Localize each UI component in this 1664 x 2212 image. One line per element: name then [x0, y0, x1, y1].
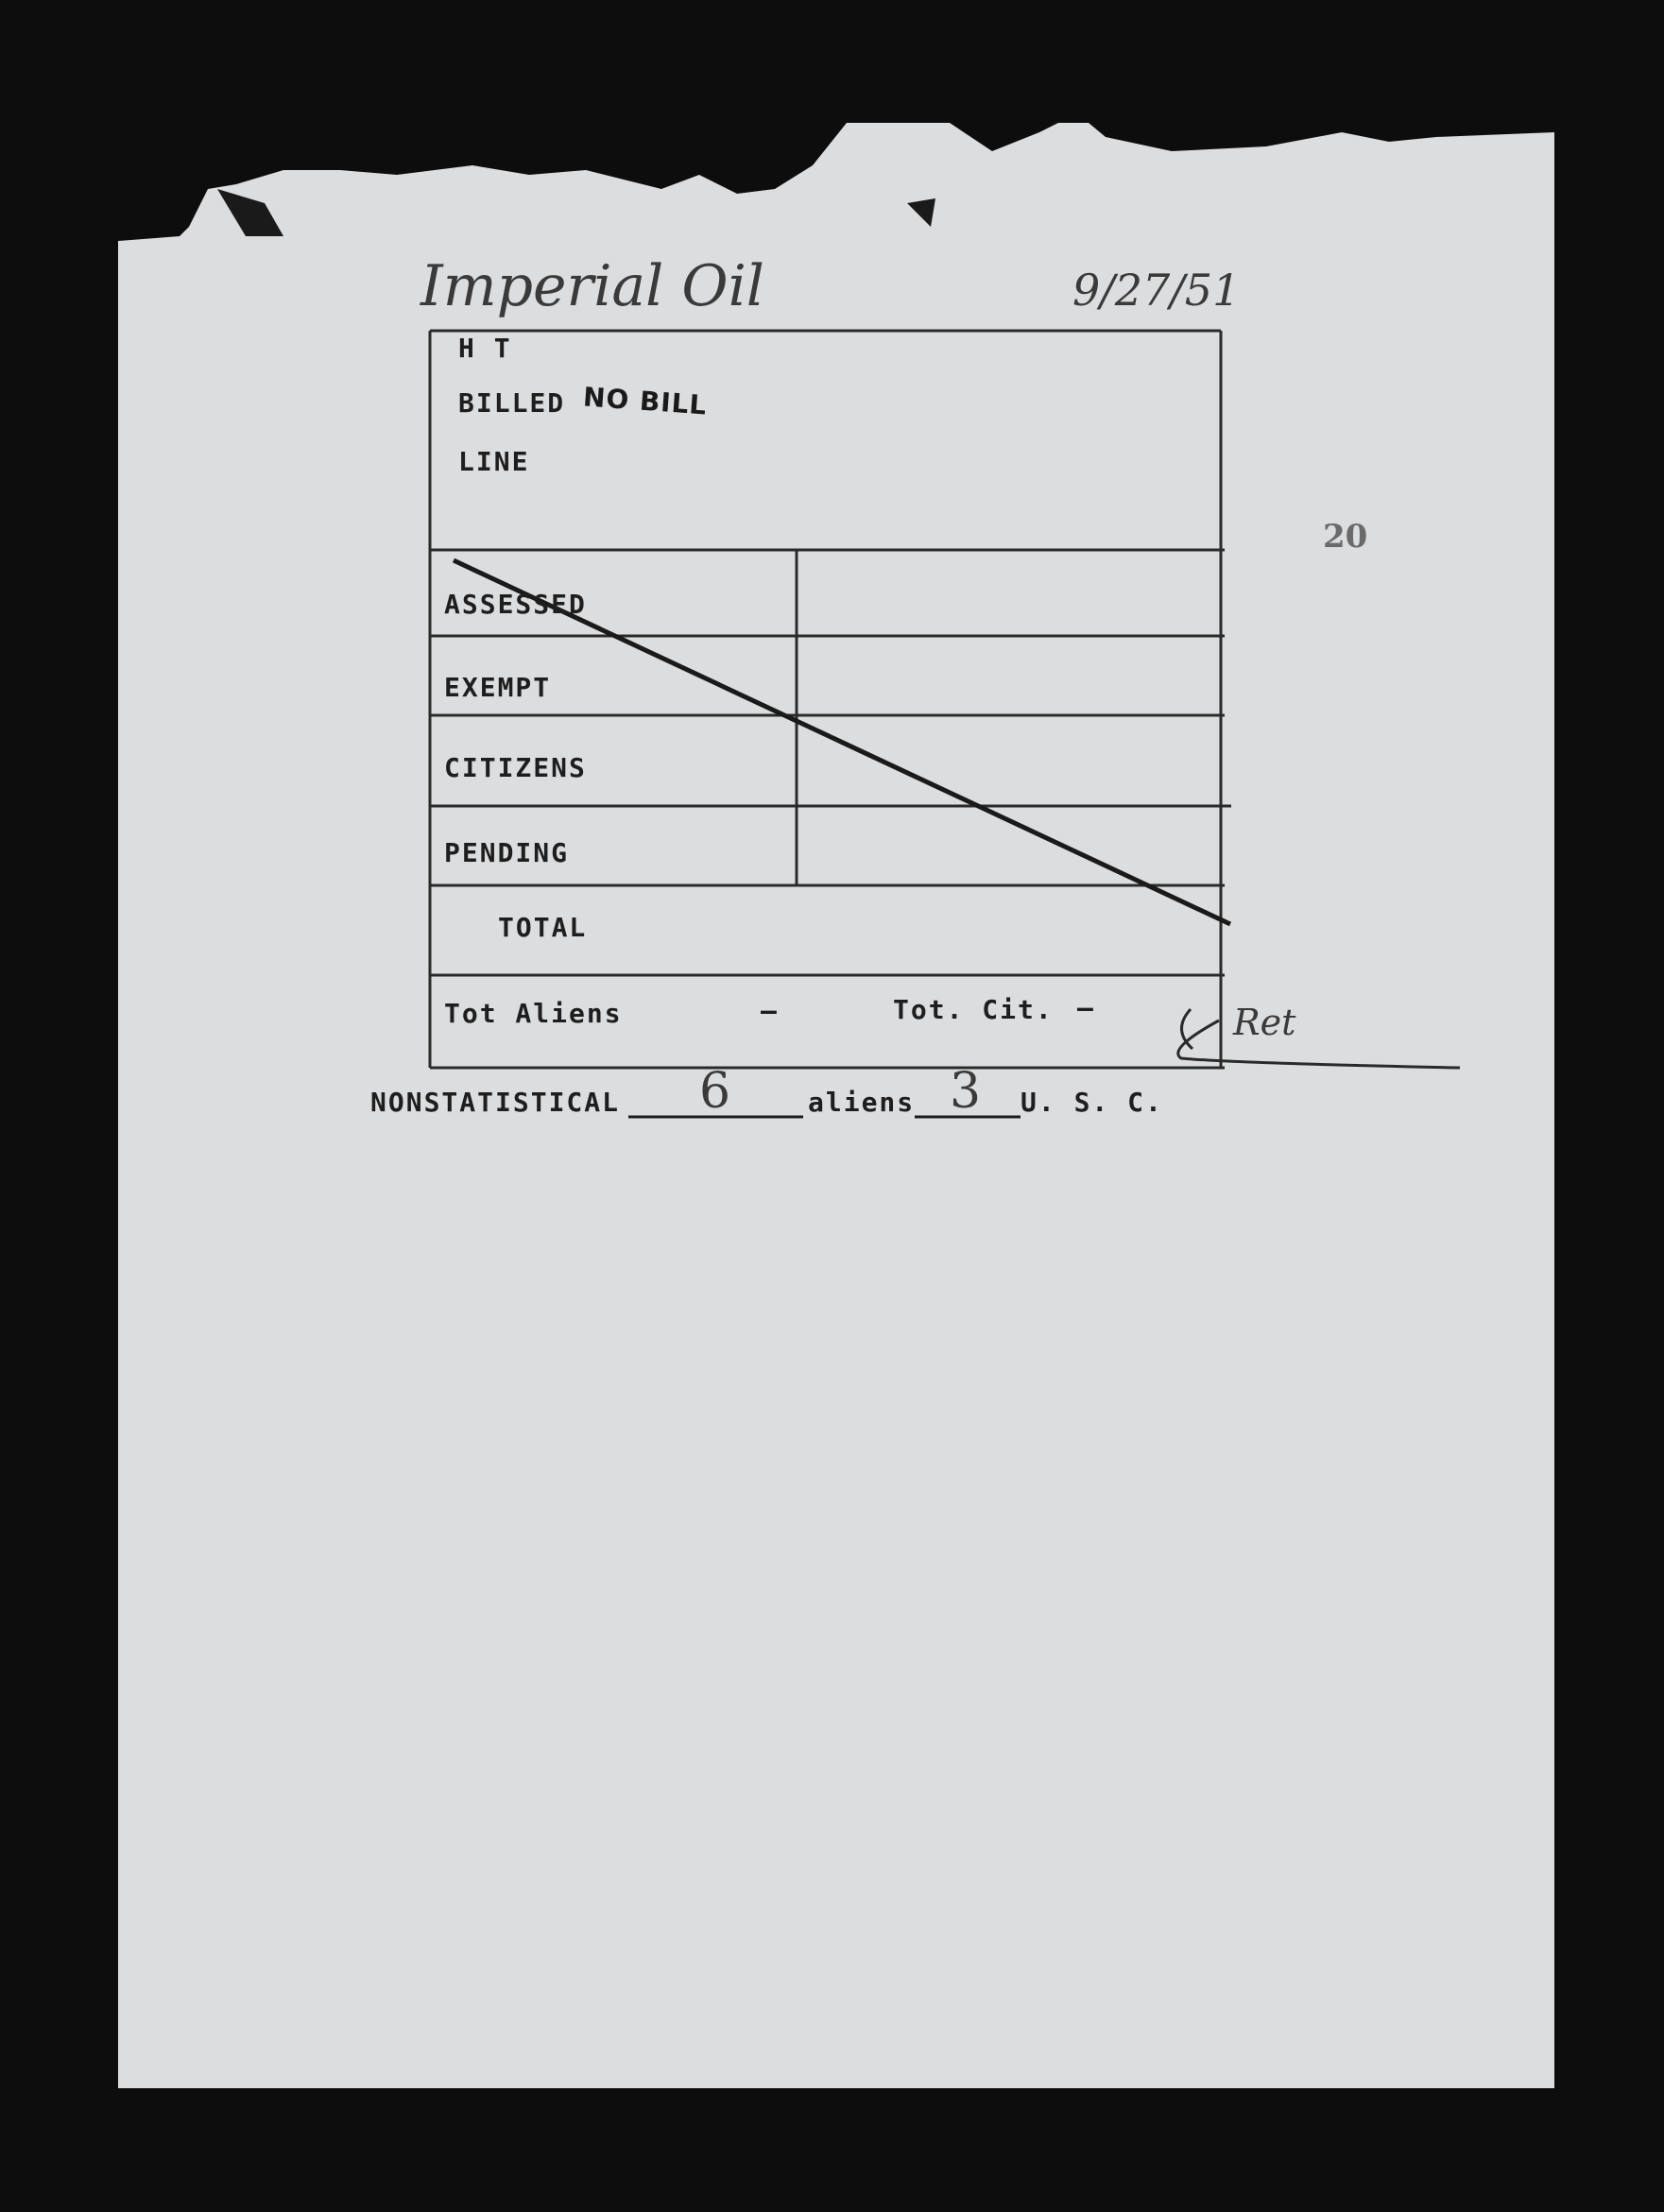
- tot-cit-label: Tot. Cit.: [893, 994, 1054, 1025]
- pending-label: PENDING: [444, 837, 570, 868]
- assessed-label: ASSESSED: [444, 589, 587, 620]
- document-date: 9/27/51: [1072, 265, 1241, 316]
- company-name: Imperial Oil: [420, 253, 764, 319]
- usc-label: U. S. C.: [1021, 1087, 1163, 1118]
- usc-count: 3: [950, 1063, 982, 1120]
- aliens-count: 6: [699, 1063, 731, 1120]
- initials: Ret: [1233, 1002, 1296, 1043]
- page-number: 20: [1323, 518, 1368, 556]
- exempt-label: EXEMPT: [444, 672, 552, 703]
- aliens-label: aliens: [808, 1087, 916, 1118]
- total-label: TOTAL: [498, 912, 588, 943]
- no-bill-stamp: NO BILL: [582, 381, 709, 421]
- tot-cit-value: —: [1077, 992, 1095, 1023]
- citizens-label: CITIZENS: [444, 752, 587, 783]
- billed-label: BILLED: [458, 387, 566, 419]
- tot-aliens-label: Tot Aliens: [444, 998, 623, 1029]
- ht-label: H T: [458, 333, 512, 364]
- line-label: LINE: [458, 446, 530, 477]
- tot-aliens-value: —: [761, 995, 779, 1026]
- nonstatistical-label: NONSTATISTICAL: [370, 1087, 621, 1118]
